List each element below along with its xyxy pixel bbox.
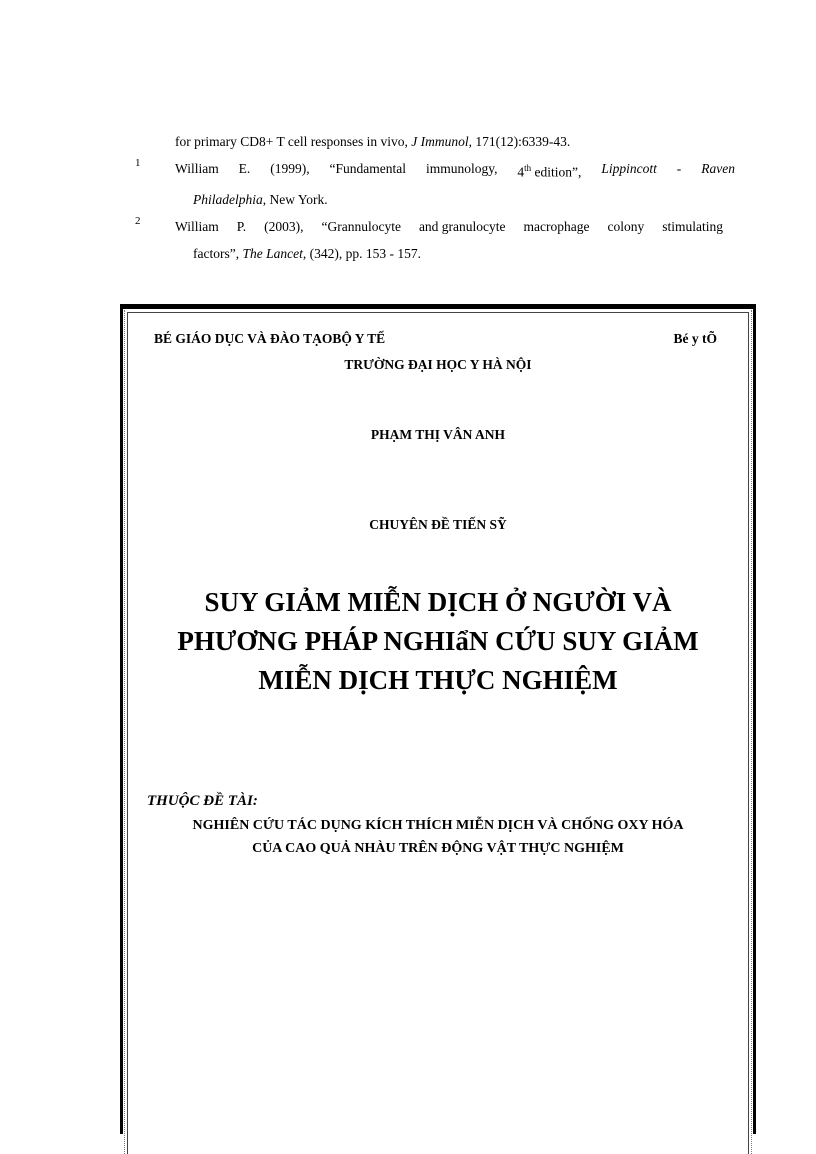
reference-line <box>193 186 735 213</box>
reference-text: , 171(12):6339-43. <box>468 134 571 149</box>
word: - <box>676 161 682 176</box>
word: William <box>175 161 219 176</box>
reference-text: (342), pp. 153 - 157. <box>309 245 421 261</box>
word: William <box>175 218 219 234</box>
journal-name: J Immunol <box>411 134 469 149</box>
word: (2003), <box>264 218 304 234</box>
reference-list <box>135 128 735 267</box>
journal-name: The Lancet, <box>242 245 307 261</box>
reference-line <box>193 240 735 267</box>
reference-text: for primary CD8+ T cell responses in vivo, <box>175 134 408 149</box>
ministry-header: BÉ GIÁO DỤC VÀ ĐÀO TẠOBỘ Y TẾ <box>154 331 386 346</box>
reference-number: 1 <box>135 157 141 169</box>
edition-suffix: th <box>524 163 532 173</box>
word: “Fundamental <box>329 161 406 176</box>
edition-number: 4 <box>517 164 525 180</box>
main-title-line: MIỄN DỊCH THỰC NGHIỆM <box>258 665 618 695</box>
document-type: CHUYÊN ĐỀ TIẾN SỸ <box>369 517 507 532</box>
topic-title-line: CỦA CAO QUẢ NHÀU TRÊN ĐỘNG VẬT THỰC NGHIỆM <box>252 841 624 856</box>
main-title-line: PHƯƠNG PHÁP NGHIẩN CỨU SUY GIẢM <box>177 626 699 656</box>
school-name: TRƯỜNG ĐẠI HỌC Y HÀ NỘI <box>344 357 532 372</box>
word: colony <box>607 218 645 234</box>
reference-line <box>175 213 723 240</box>
word: and granulocyte <box>418 218 506 234</box>
reference-text: , New York. <box>262 191 328 207</box>
word: E. <box>238 161 251 176</box>
word: immunology, <box>425 161 498 176</box>
word: macrophage <box>523 218 590 234</box>
reference-item <box>135 155 735 186</box>
publisher-city: Philadelphia <box>193 191 263 207</box>
word: stimulating <box>662 218 723 234</box>
topic-title-line: NGHIÊN CỨU TÁC DỤNG KÍCH THÍCH MIỄN DỊCH VÀ CHỐNG OXY HÓA <box>192 818 684 833</box>
topic-label: THUỘC ĐỀ TÀI: <box>147 793 258 809</box>
word: edition”, <box>534 164 582 180</box>
cover-page-frame <box>120 304 756 1134</box>
publisher: Lippincott <box>601 161 657 176</box>
publisher: Raven <box>701 161 735 176</box>
reference-continuation <box>175 128 735 155</box>
word: P. <box>236 218 247 234</box>
reference-line <box>175 155 735 186</box>
word: (1999), <box>270 161 310 176</box>
reference-item <box>135 213 735 240</box>
word: “Grannulocyte <box>321 218 401 234</box>
reference-number: 2 <box>135 214 141 227</box>
ministry-header-right: Bé y tÕ <box>673 331 717 346</box>
main-title-line: SUY GIẢM MIỄN DỊCH Ở NGƯỜI VÀ <box>204 587 672 617</box>
author-name: PHẠM THỊ VÂN ANH <box>370 427 506 442</box>
edition-word <box>517 155 581 186</box>
reference-text: factors”, <box>193 245 240 261</box>
